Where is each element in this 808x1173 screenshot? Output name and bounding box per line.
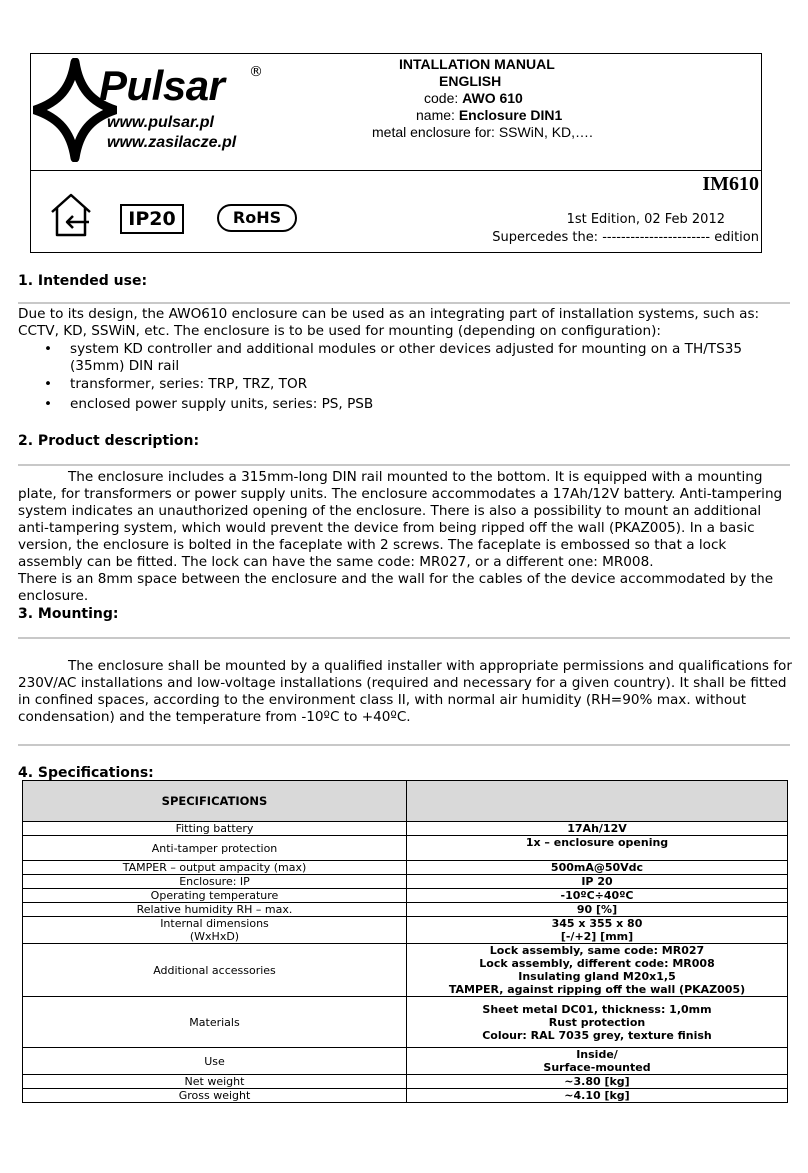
spec-label: Net weight bbox=[23, 1075, 407, 1089]
section-3-paragraph: The enclosure shall be mounted by a qualified installer with appropriate permissions and qualifications for 230V/AC installations and low-voltage installations (required and necessary for a given country). It shall be fitted in confined spaces, according to the environment class II, with normal air humidity (RH=90% max. without condensation) and the temperature from -10ºC to +40ºC. bbox=[18, 658, 792, 725]
rohs-badge: RoHS bbox=[217, 204, 297, 232]
spec-value bbox=[407, 997, 788, 1048]
manual-title: INTALLATION MANUAL bbox=[399, 56, 555, 72]
indoor-use-icon bbox=[49, 192, 93, 238]
spec-value-line: Insulating gland M20x1,5 bbox=[518, 970, 676, 983]
code-value: AWO 610 bbox=[462, 90, 523, 106]
spec-label-line: (WxHxD) bbox=[189, 930, 240, 943]
section-2-paragraph-2: There is an 8mm space between the enclosure and the wall for the cables of the device accommodated by the enclosure. bbox=[18, 571, 774, 604]
section-1-title: 1. Intended use: bbox=[18, 273, 148, 289]
spec-value-line: [-/+2] [mm] bbox=[560, 930, 634, 943]
spec-label: Fitting battery bbox=[23, 822, 407, 836]
spec-value-line: Inside/ bbox=[576, 1048, 618, 1061]
edition-date: 1st Edition, 02 Feb 2012 bbox=[566, 212, 725, 227]
spec-label: Additional accessories bbox=[23, 944, 407, 997]
spec-value: 1x – enclosure opening bbox=[407, 836, 788, 861]
section-3-rule bbox=[18, 637, 790, 639]
spec-label: Gross weight bbox=[23, 1089, 407, 1103]
logo-url-1: www.pulsar.pl bbox=[107, 114, 214, 131]
code-line bbox=[331, 90, 731, 107]
table-row bbox=[23, 836, 788, 861]
spec-value-line: Sheet metal DC01, thickness: 1,0mm bbox=[482, 1002, 712, 1016]
spec-label-line: Internal dimensions bbox=[160, 917, 269, 930]
spec-value: ~3.80 [kg] bbox=[407, 1075, 788, 1089]
section-2-rule bbox=[18, 464, 790, 466]
header-info bbox=[331, 56, 731, 141]
table-row bbox=[23, 1048, 788, 1075]
spec-label: Operating temperature bbox=[23, 889, 407, 903]
spec-value bbox=[407, 1048, 788, 1075]
spec-label: Anti-tamper protection bbox=[23, 836, 407, 861]
table-header-row bbox=[23, 781, 788, 822]
pulsar-logo bbox=[33, 58, 273, 166]
section-2-paragraph-1: The enclosure includes a 315mm-long DIN rail mounted to the bottom. It is equipped with a mounting plate, for transformers or power supply units. The enclosure accommodates a 17Ah/12V battery. Anti-tampering system indicates an unauthorized opening of the enclosure. There is also a possibility to mount an additional anti-tampering system, which would prevent the device from being ripped off the wall (PKAZ005). In a basic version, the enclosure is bolted in the faceplate with 2 screws. The faceplate is embossed so that a lock assembly can be fitted. The lock can have the same code: MR027, or a different one: MR008. bbox=[18, 469, 783, 570]
table-row bbox=[23, 822, 788, 836]
code-label: code: bbox=[424, 90, 459, 106]
table-header-empty-cell bbox=[407, 781, 788, 822]
supersedes-line: Supercedes the: ----------------------- edition bbox=[492, 230, 759, 245]
spec-value: 90 [%] bbox=[407, 903, 788, 917]
spec-value: IP 20 bbox=[407, 875, 788, 889]
table-row bbox=[23, 917, 788, 944]
logo-brand: Pulsar bbox=[99, 62, 225, 109]
name-value: Enclosure DIN1 bbox=[458, 107, 563, 123]
section-4-title: 4. Specifications: bbox=[18, 765, 154, 781]
section-1-bullet-2: transformer, series: TRP, TRZ, TOR bbox=[70, 376, 308, 392]
table-header-cell: SPECIFICATIONS bbox=[23, 781, 407, 822]
spec-value bbox=[407, 917, 788, 944]
spec-value-line: 345 x 355 x 80 bbox=[551, 917, 643, 930]
table-row bbox=[23, 1075, 788, 1089]
document-header bbox=[30, 53, 762, 253]
spec-label: Enclosure: IP bbox=[23, 875, 407, 889]
table-row bbox=[23, 997, 788, 1048]
spec-value-line: TAMPER, against ripping off the wall (PKAZ005) bbox=[448, 983, 746, 996]
spec-value-line: Lock assembly, same code: MR027 bbox=[489, 944, 705, 957]
language-label: ENGLISH bbox=[439, 73, 502, 89]
spec-value bbox=[407, 944, 788, 997]
logo-url-2: www.zasilacze.pl bbox=[107, 134, 237, 151]
table-row bbox=[23, 889, 788, 903]
bullet-marker: • bbox=[44, 396, 53, 412]
header-divider bbox=[31, 170, 761, 171]
bullet-marker: • bbox=[44, 341, 53, 357]
table-row bbox=[23, 1089, 788, 1103]
spec-label: Relative humidity RH – max. bbox=[23, 903, 407, 917]
section-3-title: 3. Mounting: bbox=[18, 606, 119, 622]
spec-value: ~4.10 [kg] bbox=[407, 1089, 788, 1103]
document-id: IM610 bbox=[702, 173, 759, 195]
table-row bbox=[23, 903, 788, 917]
section-2-title: 2. Product description: bbox=[18, 433, 200, 449]
specifications-table bbox=[22, 780, 788, 1103]
spec-value-line: Colour: RAL 7035 grey, texture finish bbox=[482, 1028, 712, 1042]
section-1-rule bbox=[18, 302, 790, 304]
spec-label: Materials bbox=[23, 997, 407, 1048]
spec-value-line: Rust protection bbox=[548, 1015, 646, 1029]
name-line bbox=[331, 107, 731, 124]
ip20-badge: IP20 bbox=[120, 204, 184, 234]
spec-label: TAMPER – output ampacity (max) bbox=[23, 861, 407, 875]
section-1-bullet-1: system KD controller and additional modules or other devices adjusted for mounting on a TH/TS35 (35mm) DIN rail bbox=[70, 341, 743, 374]
table-row bbox=[23, 875, 788, 889]
spec-value-line: Surface-mounted bbox=[543, 1061, 651, 1074]
spec-value: -10ºC÷40ºC bbox=[407, 889, 788, 903]
logo-registered-mark: ® bbox=[249, 64, 263, 80]
bullet-marker: • bbox=[44, 376, 53, 392]
spec-label: Use bbox=[23, 1048, 407, 1075]
section-1-intro: Due to its design, the AWO610 enclosure can be used as an integrating part of installation systems, such as: CCTV, KD, SSWiN, etc. The enclosure is to be used for mounting (depending on configuration): bbox=[18, 306, 760, 339]
name-label: name: bbox=[416, 107, 455, 123]
spec-label bbox=[23, 917, 407, 944]
table-row bbox=[23, 944, 788, 997]
section-1-bullet-3: enclosed power supply units, series: PS, PSB bbox=[70, 396, 374, 412]
spec-value: 500mA@50Vdc bbox=[407, 861, 788, 875]
spec-value: 17Ah/12V bbox=[407, 822, 788, 836]
header-description: metal enclosure for: SSWiN, KD,…. bbox=[372, 124, 593, 140]
section-3-bottom-rule bbox=[18, 744, 790, 746]
spec-value-line: Lock assembly, different code: MR008 bbox=[479, 957, 715, 970]
table-row bbox=[23, 861, 788, 875]
